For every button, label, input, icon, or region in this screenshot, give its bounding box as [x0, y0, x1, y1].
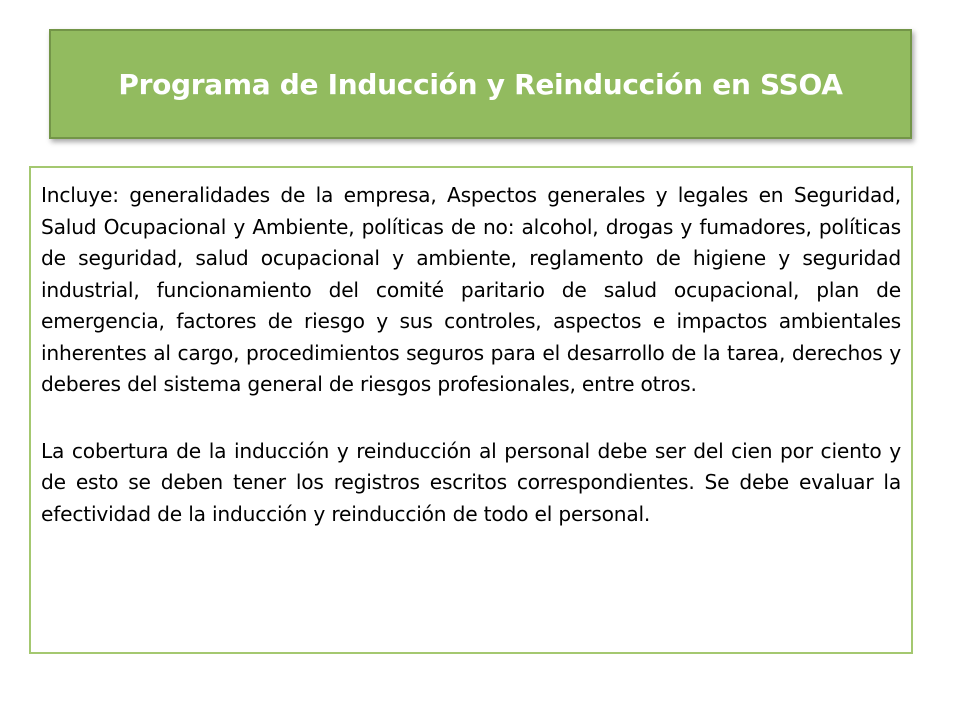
paragraph-cobertura: La cobertura de la inducción y reinducción al personal debe ser del cien por ciento y de esto se deben tener los registros escritos correspondientes. Se debe evaluar la efectividad de la inducción y reinducción de todo el personal. — [41, 438, 901, 526]
slide-title: Programa de Inducción y Reinducción en SSOA — [118, 67, 843, 101]
content-box — [29, 166, 913, 654]
title-banner — [49, 29, 912, 139]
paragraph-incluye: Incluye: generalidades de la empresa, Aspectos generales y legales en Seguridad, Salud Ocupacional y Ambiente, políticas de no: alcohol, drogas y fumadores, políticas de seguridad, salud ocupacional y ambiente, reglamento de higiene y seguridad industrial, funcionamiento del comité paritario de salud ocupacional, plan de emergencia, factores de riesgo y sus controles, aspectos e impactos ambientales inherentes al cargo, procedimientos seguros para el desarrollo de la tarea, derechos y deberes del sistema general de riesgos profesionales, entre otros. — [41, 183, 901, 396]
